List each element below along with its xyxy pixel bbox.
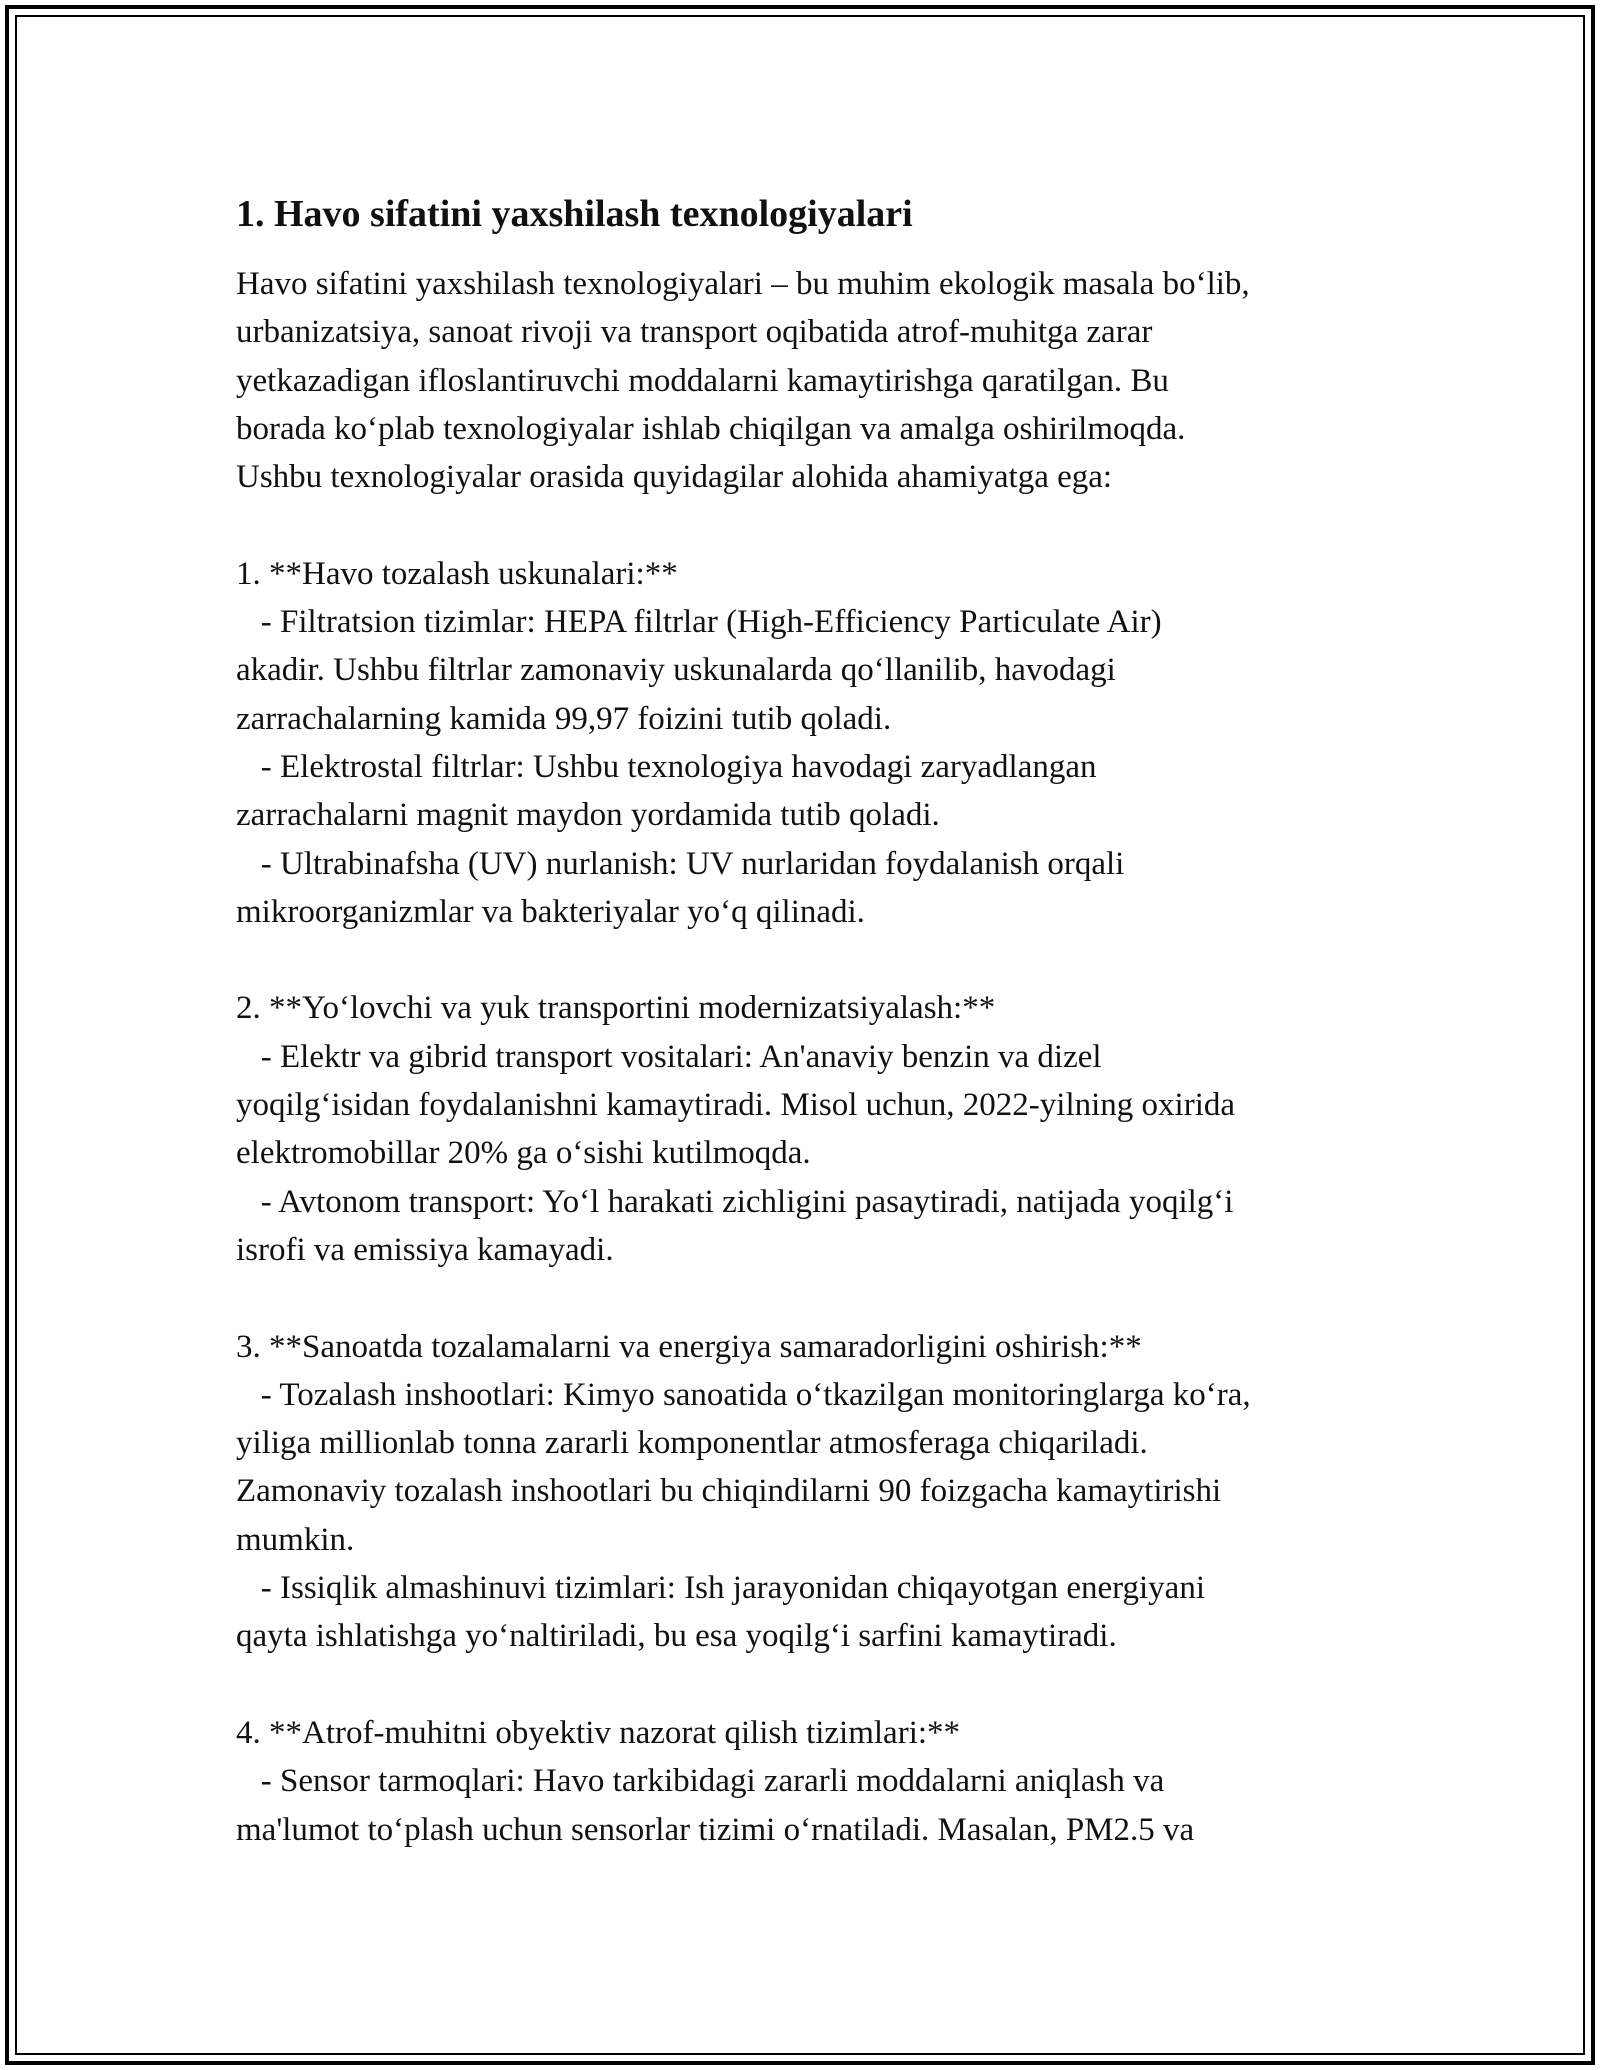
text-line: ma'lumot to‘plash uchun sensorlar tizimi o‘rnatiladi. Masalan, PM2.5 va (236, 1811, 1195, 1848)
text-line: isrofi va emissiya kamayadi. (236, 1231, 614, 1268)
text-line: zarrachalarning kamida 99,97 foizini tutib qoladi. (236, 700, 892, 737)
paragraph-gap (236, 936, 1396, 984)
text-line: - Elektrostal filtrlar: Ushbu texnologiya havodagi zaryadlangan (236, 748, 1097, 785)
paragraph-gap (236, 1661, 1396, 1709)
text-line: mikroorganizmlar va bakteriyalar yo‘q qilinadi. (236, 893, 865, 930)
section-title: 2. **Yo‘lovchi va yuk transportini modernizatsiyalash:** (236, 990, 996, 1027)
text-line: - Avtonom transport: Yo‘l harakati zichligini pasaytiradi, natijada yoqilg‘i (236, 1183, 1234, 1220)
text-line: - Tozalash inshootlari: Kimyo sanoatida o‘tkazilgan monitoringlarga ko‘ra, (236, 1376, 1251, 1413)
list-section-industry (236, 1323, 1396, 1661)
text-line: urbanizatsiya, sanoat rivoji va transport oqibatida atrof-muhitga zarar (236, 314, 1153, 351)
text-line: zarrachalarni magnit maydon yordamida tutib qoladi. (236, 797, 940, 834)
text-line: - Filtratsion tizimlar: HEPA filtrlar (High-Efficiency Particulate Air) (236, 604, 1162, 641)
section-title: 3. **Sanoatda tozalamalarni va energiya samaradorligini oshirish:** (236, 1328, 1142, 1365)
paragraph-gap (236, 1274, 1396, 1322)
text-line: elektromobillar 20% ga o‘sishi kutilmoqda. (236, 1135, 811, 1172)
text-line: - Ultrabinafsha (UV) nurlanish: UV nurlaridan foydalanish orqali (236, 845, 1125, 882)
section-title: 1. **Havo tozalash uskunalari:** (236, 555, 678, 592)
text-line: Havo sifatini yaxshilash texnologiyalari – bu muhim ekologik masala bo‘lib, (236, 266, 1250, 302)
section-title: 4. **Atrof-muhitni obyektiv nazorat qilish tizimlari:** (236, 1714, 961, 1751)
text-line: Zamonaviy tozalash inshootlari bu chiqindilarni 90 foizgacha kamaytirishi (236, 1473, 1222, 1510)
text-line: yiliga millionlab tonna zararli komponentlar atmosferaga chiqariladi. (236, 1425, 1148, 1462)
text-line: - Sensor tarmoqlari: Havo tarkibidagi zararli moddalarni aniqlash va (236, 1763, 1165, 1800)
text-line: - Elektr va gibrid transport vositalari: An'anaviy benzin va dizel (236, 1038, 1102, 1075)
paragraph-gap (236, 501, 1396, 549)
text-line: Ushbu texnologiyalar orasida quyidagilar alohida ahamiyatga ega: (236, 459, 1113, 496)
list-section-transport (236, 984, 1396, 1274)
text-line: yetkazadigan ifloslantiruvchi moddalarni kamaytirishga qaratilgan. Bu (236, 362, 1169, 399)
text-line: borada ko‘plab texnologiyalar ishlab chiqilgan va amalga oshirilmoqda. (236, 410, 1186, 447)
text-line: qayta ishlatishga yo‘naltiriladi, bu esa yoqilg‘i sarfini kamaytiradi. (236, 1618, 1117, 1655)
section-heading: 1. Havo sifatini yaxshilash texnologiyalari (236, 193, 913, 235)
text-line: mumkin. (236, 1521, 355, 1558)
list-section-air-purifiers (236, 550, 1396, 936)
text-line: yoqilg‘isidan foydalanishni kamaytiradi. Misol uchun, 2022-yilning oxirida (236, 1087, 1236, 1124)
document-body (236, 182, 1396, 1854)
text-line: akadir. Ushbu filtrlar zamonaviy uskunalarda qo‘llanilib, havodagi (236, 652, 1116, 689)
text-line: - Issiqlik almashinuvi tizimlari: Ish jarayonidan chiqayotgan energiyani (236, 1570, 1205, 1607)
intro-paragraph (236, 260, 1396, 501)
list-section-monitoring (236, 1709, 1396, 1854)
